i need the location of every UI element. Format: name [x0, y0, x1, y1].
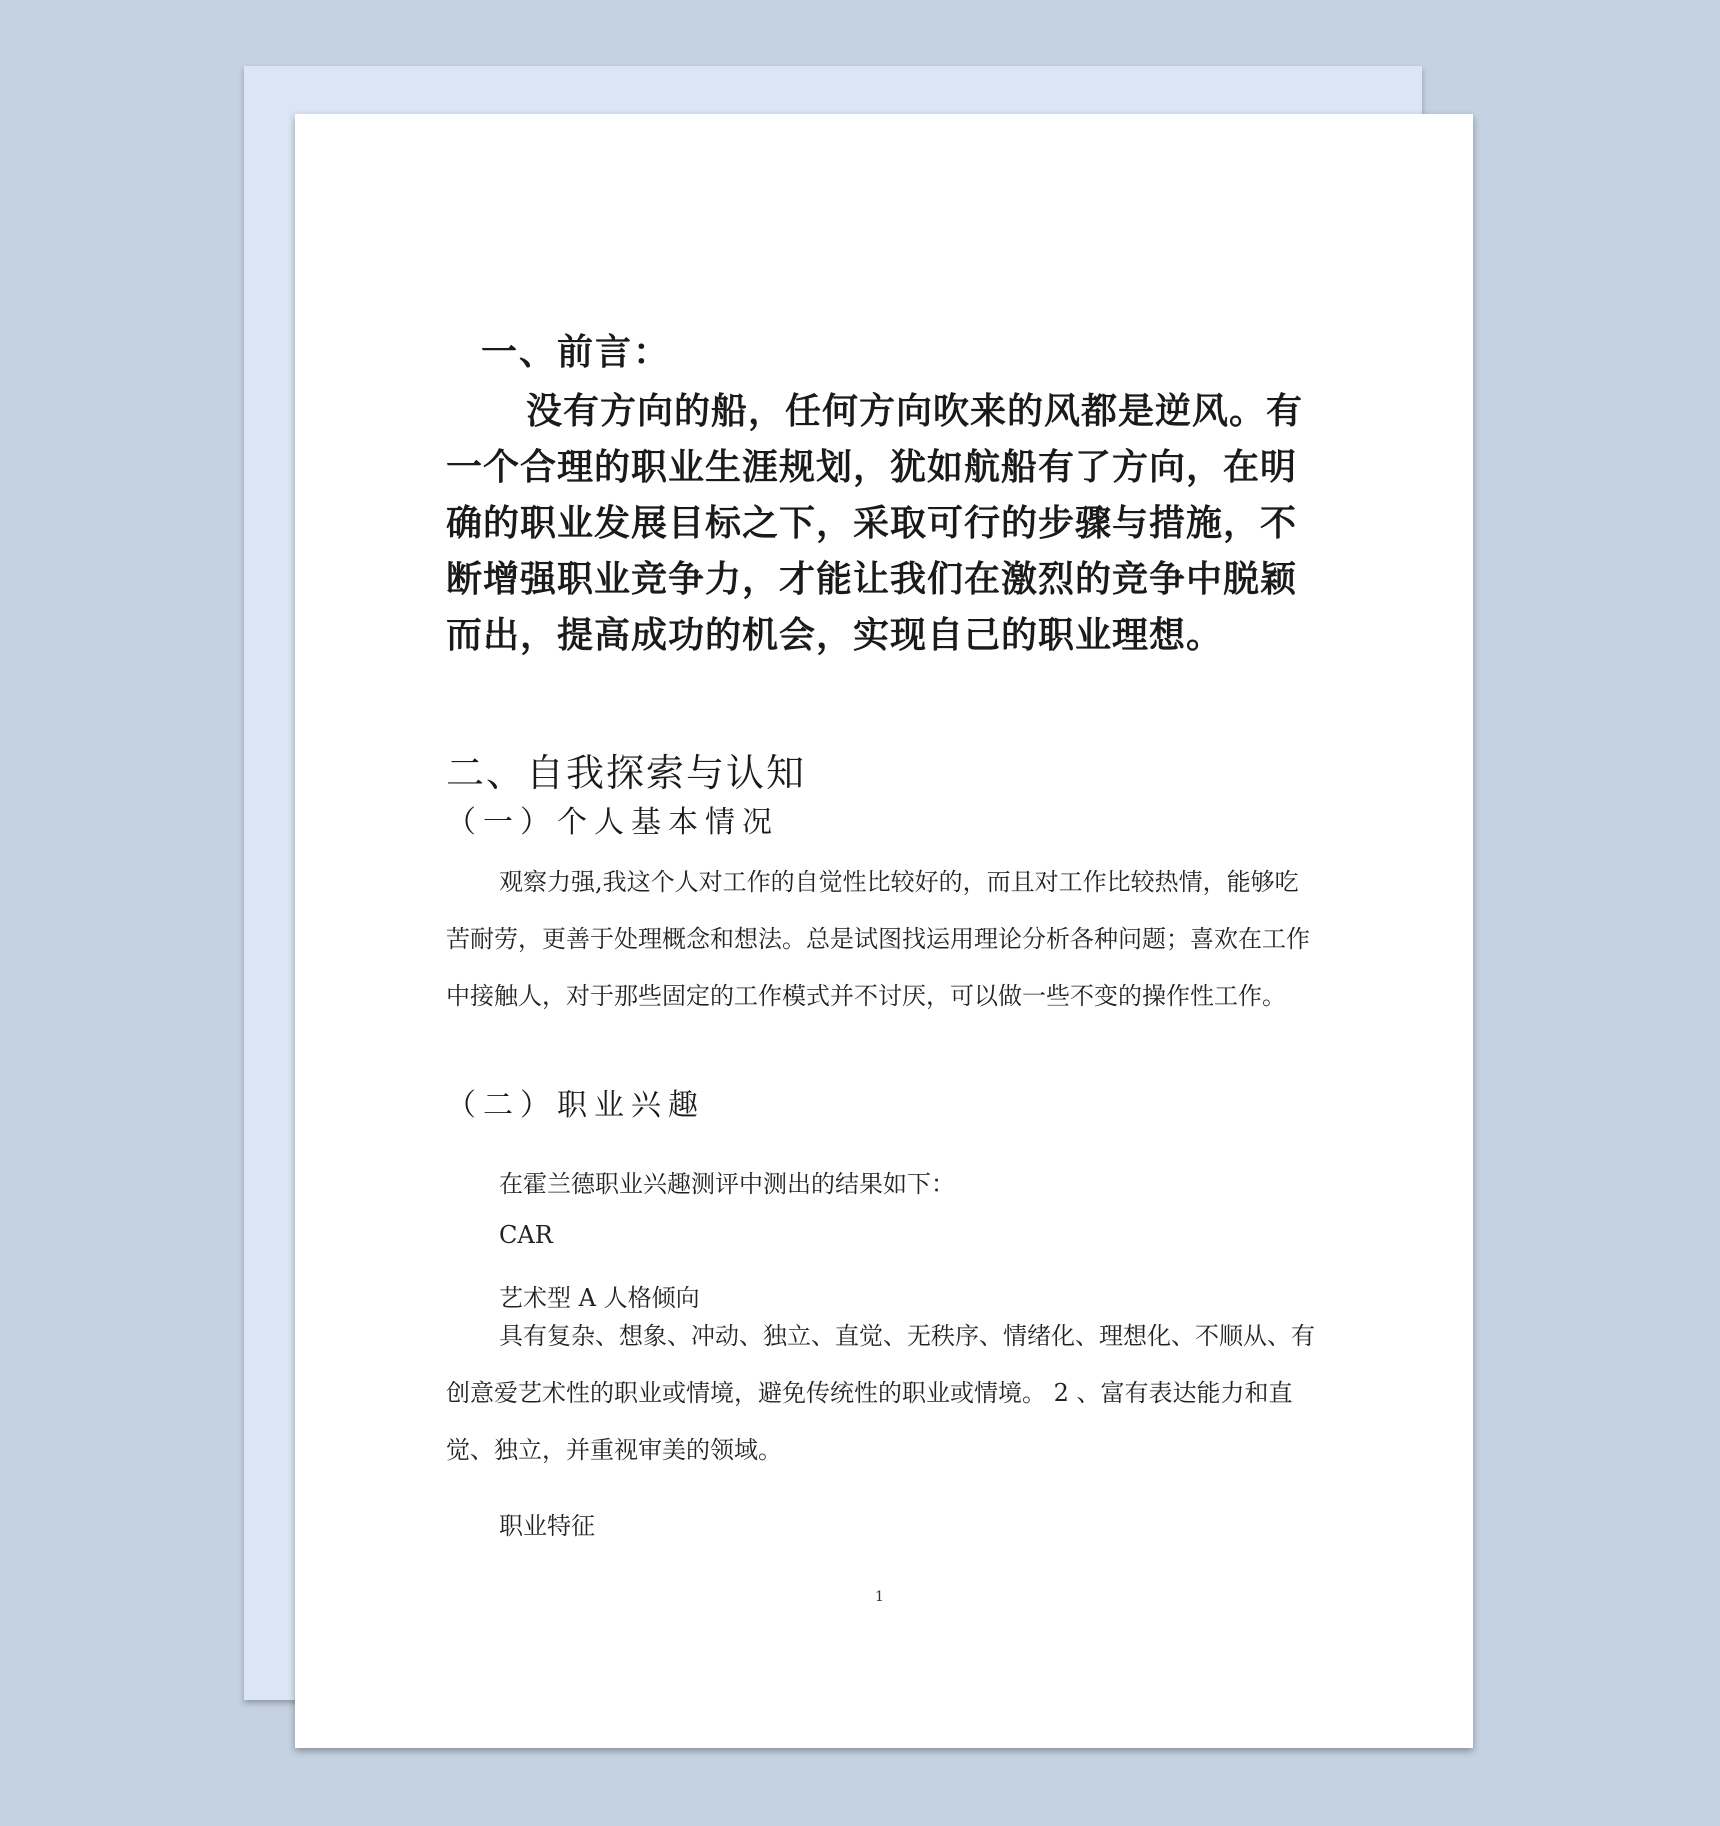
page-number: 1 — [875, 1589, 884, 1605]
holland-test-intro: 在霍兰德职业兴趣测评中测出的结果如下： — [499, 1170, 955, 1198]
heading-personal-situation: （一）个人基本情况 — [446, 805, 779, 840]
holland-code: CAR — [499, 1221, 553, 1249]
heading-career-interest: （二）职业兴趣 — [446, 1088, 705, 1123]
heading-introduction: 一、前言： — [481, 332, 672, 373]
career-features-label: 职业特征 — [499, 1512, 595, 1540]
heading-self-exploration: 二、自我探索与认知 — [446, 751, 807, 795]
personality-type: 艺术型 A 人格倾向 — [499, 1284, 700, 1312]
personal-situation-paragraph: 观察力强,我这个人对工作的自觉性比较好的，而且对工作比较热情，能够吃苦耐劳，更善于处理概念和想法。总是试图找运用理论分析各种问题；喜欢在工作中接触人，对于那些固定的工作模式并不讨厌，可以做一些不变的操作性工作。 — [446, 868, 1310, 1010]
artistic-traits-paragraph: 具有复杂、想象、冲动、独立、直觉、无秩序、情绪化、理想化、不顺从、有创意爱艺术性的职业或情境，避免传统性的职业或情境。 2 、富有表达能力和直觉、独立，并重视审美的领域。 — [446, 1322, 1315, 1464]
document-page — [295, 114, 1473, 1748]
intro-paragraph: 没有方向的船，任何方向吹来的风都是逆风。有一个合理的职业生涯规划，犹如航船有了方向，在明确的职业发展目标之下，采取可行的步骤与措施，不断增强职业竞争力，才能让我们在激烈的竞争中脱颖而出，提高成功的机会，实现自己的职业理想。 — [446, 391, 1304, 656]
